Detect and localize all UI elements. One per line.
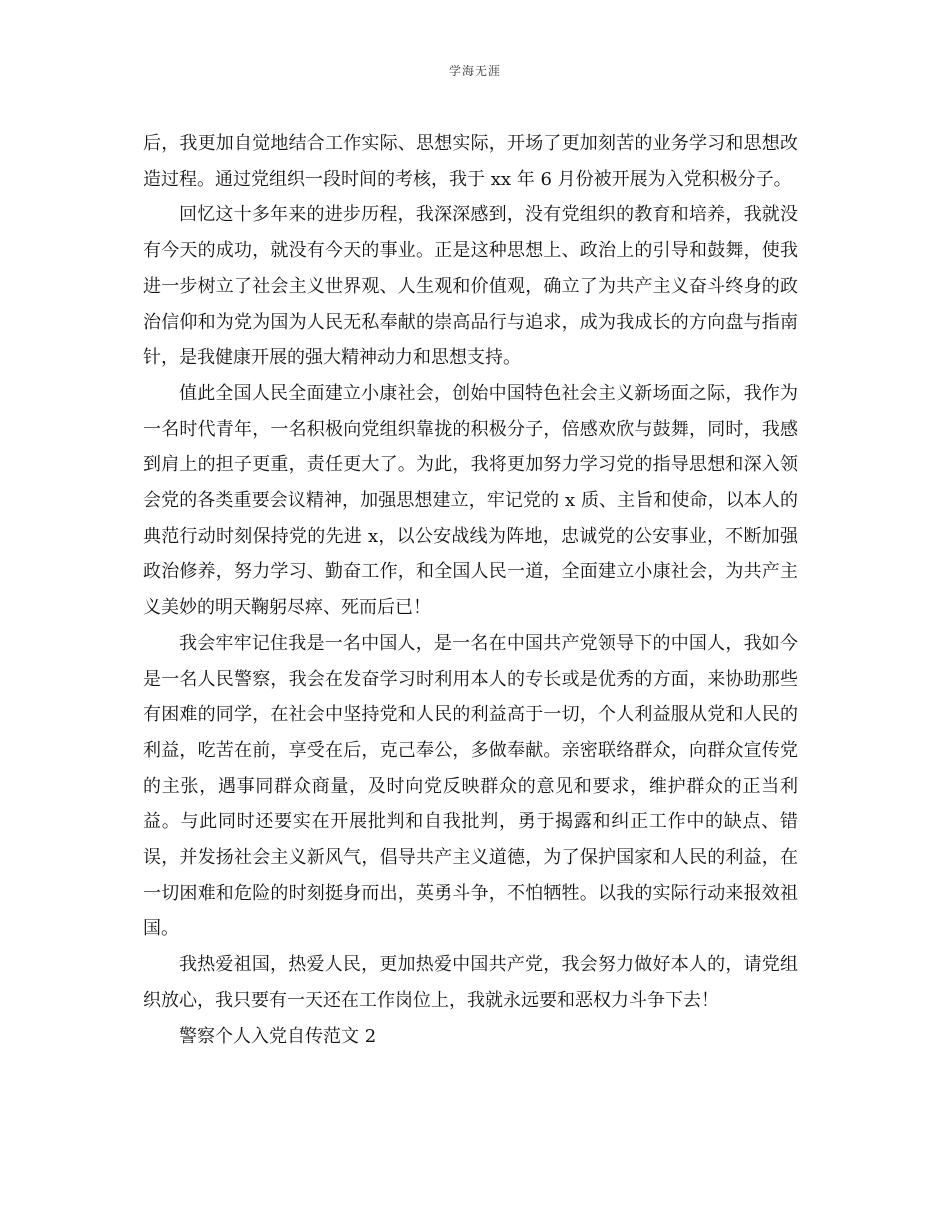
paragraph-4: 我会牢牢记住我是一名中国人，是一名在中国共产党领导下的中国人，我如今是一名人民警察，我会在发奋学习时利用本人的专长或是优秀的方面，来协助那些有困难的同学，在社会中坚持党和人民的利益高于一切，个人利益服从党和人民的利益，吃苦在前，享受在后，克己奉公，多做奉献。亲密联络群众，向群众宣传党的主张，遇事同群众商量，及时向党反映群众的意见和要求，维护群众的正当利益。与此同时还要实在开展批判和自我批判，勇于揭露和纠正工作中的缺点、错误，并发扬社会主义新风气，倡导共产主义道德，为了保护国家和人民的利益，在一切困难和危险的时刻挺身而出，英勇斗争，不怕牺牲。以我的实际行动来报效祖国。 — [143, 632, 798, 940]
paragraph-3: 值此全国人民全面建立小康社会，创始中国特色社会主义新场面之际，我作为一名时代青年，一名积极向党组织靠拢的积极分子，倍感欢欣与鼓舞，同时，我感到肩上的担子更重，责任更大了。为此，我将更加努力学习党的指导思想和深入领会党的各类重要会议精神，加强思想建立，牢记党的 x 质、主旨和使命，以本人的典范行动时刻保持党的先进 x，以公安战线为阵地，忠诚党的公安事业，不断加强政治修养，努力学习、勤奋工作，和全国人民一道，全面建立小康社会，为共产主义美妙的明天鞠躬尽瘁、死而后已！ — [143, 382, 798, 619]
section-heading: 警察个人入党自传范文 2 — [179, 1025, 377, 1047]
paragraph-2: 回忆这十多年来的进步历程，我深深感到，没有党组织的教育和培养，我就没有今天的成功，就没有今天的事业。正是这种思想上、政治上的引导和鼓舞，使我进一步树立了社会主义世界观、人生观和价值观，确立了为共产主义奋斗终身的政治信仰和为党为国为人民无私奉献的崇高品行与追求，成为我成长的方向盘与指南针，是我健康开展的强大精神动力和思想支持。 — [143, 204, 798, 369]
document-body — [143, 126, 798, 1054]
paragraph-1: 后，我更加自觉地结合工作实际、思想实际，开场了更加刻苦的业务学习和思想改造过程。通过党组织一段时间的考核，我于 xx 年 6 月份被开展为入党积极分子。 — [143, 133, 798, 190]
paragraph-5: 我热爱祖国，热爱人民，更加热爱中国共产党，我会努力做好本人的，请党组织放心，我只要有一天还在工作岗位上，我就永远要和恶权力斗争下去！ — [143, 954, 798, 1011]
page-header: 学海无涯 — [448, 64, 501, 78]
